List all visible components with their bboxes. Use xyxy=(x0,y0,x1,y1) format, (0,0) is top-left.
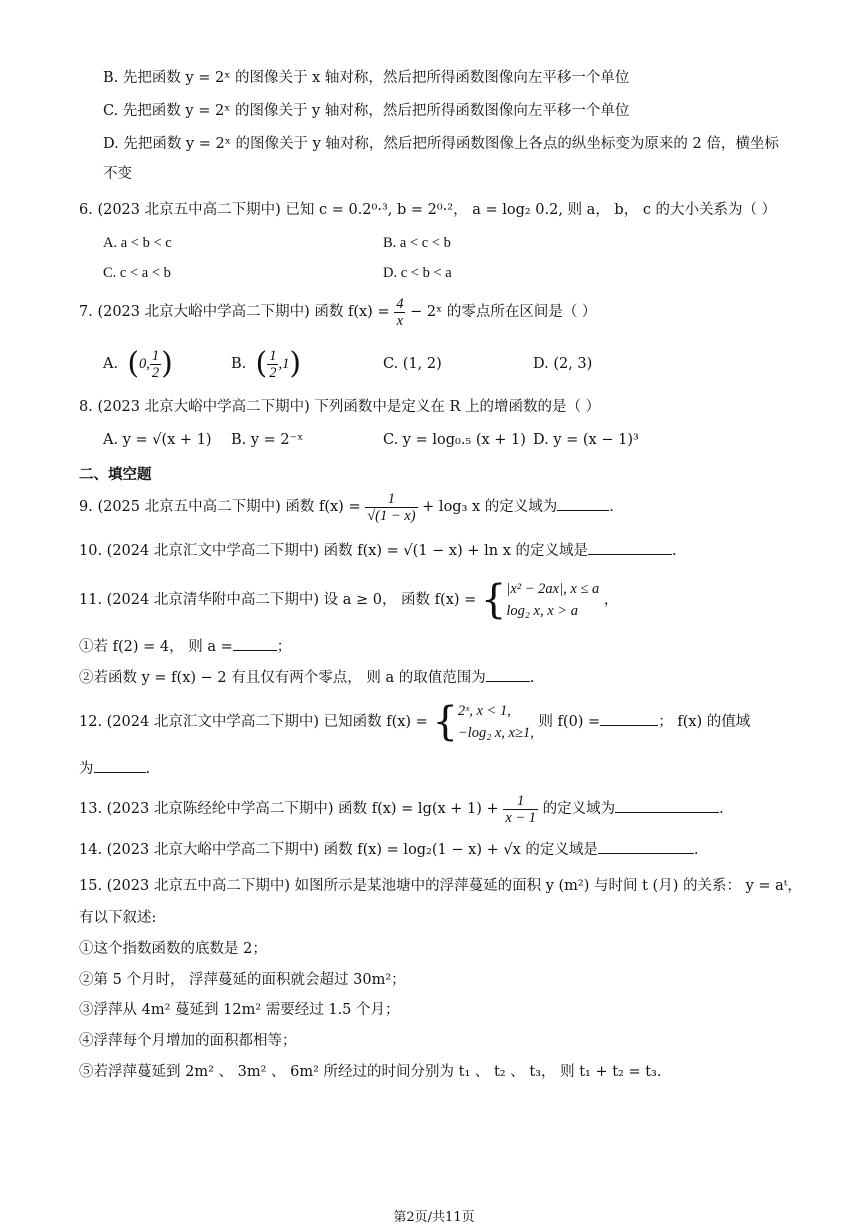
q9-end: . xyxy=(609,499,614,515)
q12-mid: 则 f(0) = xyxy=(538,714,601,730)
q7-stem-post: − 2ˣ 的零点所在区间是（ ） xyxy=(410,304,597,320)
q6-option-c: C. c < a < b xyxy=(103,265,171,281)
q9-stem xyxy=(79,489,614,525)
q15-statement-5: ⑤若浮萍蔓延到 2m² 、 3m² 、 6m² 所经过的时间分别为 t₁ 、 t₂ 、 t₃， 则 t₁ + t₂ = t₃. xyxy=(79,1064,662,1080)
q5-option-c: C. 先把函数 y = 2ˣ 的图像关于 y 轴对称，然后把所得函数图像向左平移一个单位 xyxy=(103,103,630,119)
q12-l2-pre: 为 xyxy=(79,761,94,777)
q9-pre: 9. (2025 北京五中高二下期中) 函数 f(x) = xyxy=(79,499,361,515)
q12-mid-end: ； f(x) 的值域 xyxy=(658,714,751,730)
q8-stem: 8. (2023 北京大峪中学高二下期中) 下列函数中是定义在 R 上的增函数的是（ ） xyxy=(79,399,601,415)
q12-case-1: 2ˣ, x < 1, xyxy=(457,703,511,719)
q13-frac-num: 1 xyxy=(503,793,538,810)
q11-case-2: log₂ x, x > a xyxy=(506,603,578,619)
q11-p1-blank[interactable] xyxy=(233,636,277,651)
q8-option-a: A. y = √(x + 1) xyxy=(103,432,212,448)
q7-stem xyxy=(79,294,596,330)
q11-p2-blank[interactable] xyxy=(486,667,530,682)
q6-option-d: D. c < b < a xyxy=(383,265,452,281)
q9-frac-num: 1 xyxy=(365,491,417,508)
q7-a-num: 1 xyxy=(151,347,160,364)
q8-option-b: B. y = 2⁻ˣ xyxy=(231,432,304,448)
q11-p1-end: ； xyxy=(276,639,292,655)
q10-pre: 10. (2024 北京汇文中学高二下期中) 函数 f(x) = √(1 − x) + ln x 的定义域是 xyxy=(79,543,588,559)
q10-end: . xyxy=(672,543,677,559)
q5-option-d-cont: 不变 xyxy=(103,166,132,182)
q11-case-1: |x² − 2ax|, x ≤ a xyxy=(506,581,600,597)
q11-p1-pre: ①若 f(2) = 4， 则 a = xyxy=(79,639,233,655)
q11-stem: 11. (2024 北京清华附中高二下期中) 设 a ≥ 0， 函数 f(x) = { |x² − 2ax|, x ≤ a log₂ x, x > a ， xyxy=(79,577,619,623)
q13-end: . xyxy=(719,801,724,817)
q12-case-2: −log₂ x, x≥1, xyxy=(457,725,534,741)
q7-a-pre: 0, xyxy=(139,356,150,372)
q14-end: . xyxy=(693,842,699,858)
q5-option-d: D. 先把函数 y = 2ˣ 的图像关于 y 轴对称，然后把所得函数图像上各点的纵坐标变为原来的 2 倍，横坐标 xyxy=(103,136,779,152)
q14-pre: 14. (2023 北京大峪中学高二下期中) 函数 f(x) = log₂(1 − x) + √x 的定义域是 xyxy=(79,842,598,858)
q7-b-num: 1 xyxy=(269,347,277,364)
q9-frac-den: √(1 − x) xyxy=(367,507,416,524)
q12-blank-2[interactable] xyxy=(94,758,146,773)
q5-option-b: B. 先把函数 y = 2ˣ 的图像关于 x 轴对称，然后把所得函数图像向左平移一个单位 xyxy=(103,70,630,86)
q15-statement-1: ①这个指数函数的底数是 2； xyxy=(79,941,267,957)
q10-answer-blank[interactable] xyxy=(588,540,672,555)
q15-statement-2: ②第 5 个月时， 浮萍蔓延的面积就会超过 30m²； xyxy=(79,972,406,988)
q7-a-den: 2 xyxy=(151,364,160,381)
q13-answer-blank[interactable] xyxy=(615,798,719,813)
q15-statement-4: ④浮萍每个月增加的面积都相等； xyxy=(79,1033,297,1049)
q9-answer-blank[interactable] xyxy=(557,496,609,511)
q9-post: + log₃ x 的定义域为 xyxy=(422,499,558,515)
q7-frac-den: x xyxy=(396,312,404,329)
q6-option-b: B. a < c < b xyxy=(383,235,451,251)
q7-option-c: C. (1, 2) xyxy=(383,356,442,372)
q11-pre: 11. (2024 北京清华附中高二下期中) 设 a ≥ 0， 函数 f(x) = xyxy=(79,592,477,608)
q15-stem: 15. (2023 北京五中高二下期中) 如图所示是某池塘中的浮萍蔓延的面积 y (m²) 与时间 t (月) 的关系： y = aᵗ， xyxy=(79,878,802,894)
q13-stem xyxy=(79,791,724,827)
q12-blank-1[interactable] xyxy=(600,711,658,726)
q7-a-label: A. xyxy=(103,356,119,372)
q13-frac-den: x − 1 xyxy=(505,809,537,826)
q14-answer-blank[interactable] xyxy=(598,839,694,854)
q7-frac-num: 4 xyxy=(396,295,404,312)
q7-stem-pre: 7. (2023 北京大峪中学高二下期中) 函数 f(x) = xyxy=(79,304,390,320)
q11-p2-end: . xyxy=(529,670,535,686)
q7-fraction xyxy=(394,296,405,329)
section-title: 二、填空题 xyxy=(79,467,152,483)
q13-pre: 13. (2023 北京陈经纶中学高二下期中) 函数 f(x) = lg(x + 1) + xyxy=(79,801,499,817)
q13-post: 的定义域为 xyxy=(542,801,616,817)
page-number: 第2页/共11页 xyxy=(393,1210,475,1225)
q10-stem xyxy=(79,540,677,561)
q7-option-a: A. (0, $\frac{1}{2}$ ) xyxy=(103,346,173,381)
q7-b-den: 2 xyxy=(269,364,277,381)
q6-option-a: A. a < b < c xyxy=(103,235,172,251)
q11-part-2 xyxy=(79,667,534,688)
q7-b-label: B. xyxy=(231,356,247,372)
q12-pre: 12. (2024 北京汇文中学高二下期中) 已知函数 f(x) = xyxy=(79,714,428,730)
q6-stem: 6. (2023 北京五中高二下期中) 已知 c = 0.2⁰·³, b = 2⁰·²， a = log₂ 0.2, 则 a， b， c 的大小关系为（ ） xyxy=(79,202,777,218)
q7-option-b: B. ( $\frac{1}{2}$ ,1) xyxy=(231,346,302,381)
q7-option-d: D. (2, 3) xyxy=(533,356,593,372)
q7-b-post: ,1 xyxy=(278,356,290,372)
q11-p2-pre: ②若函数 y = f(x) − 2 有且仅有两个零点， 则 a 的取值范围为 xyxy=(79,670,486,686)
q8-option-d: D. y = (x − 1)³ xyxy=(533,432,639,448)
q11-part-1 xyxy=(79,636,291,657)
q15-stem-2: 有以下叙述: xyxy=(79,910,157,926)
q12-l2-end: . xyxy=(145,761,151,777)
q11-post: ， xyxy=(603,592,619,608)
q12-line-2 xyxy=(79,758,150,779)
q12-stem: 12. (2024 北京汇文中学高二下期中) 已知函数 f(x) = { 2ˣ, x < 1, −log₂ x, x≥1, 则 f(0) = ； f(x) 的值域 xyxy=(79,699,751,745)
q15-statement-3: ③浮萍从 4m² 蔓延到 12m² 需要经过 1.5 个月； xyxy=(79,1002,400,1018)
q14-stem xyxy=(79,839,699,860)
q8-option-c: C. y = log₀.₅ (x + 1) xyxy=(383,432,526,448)
